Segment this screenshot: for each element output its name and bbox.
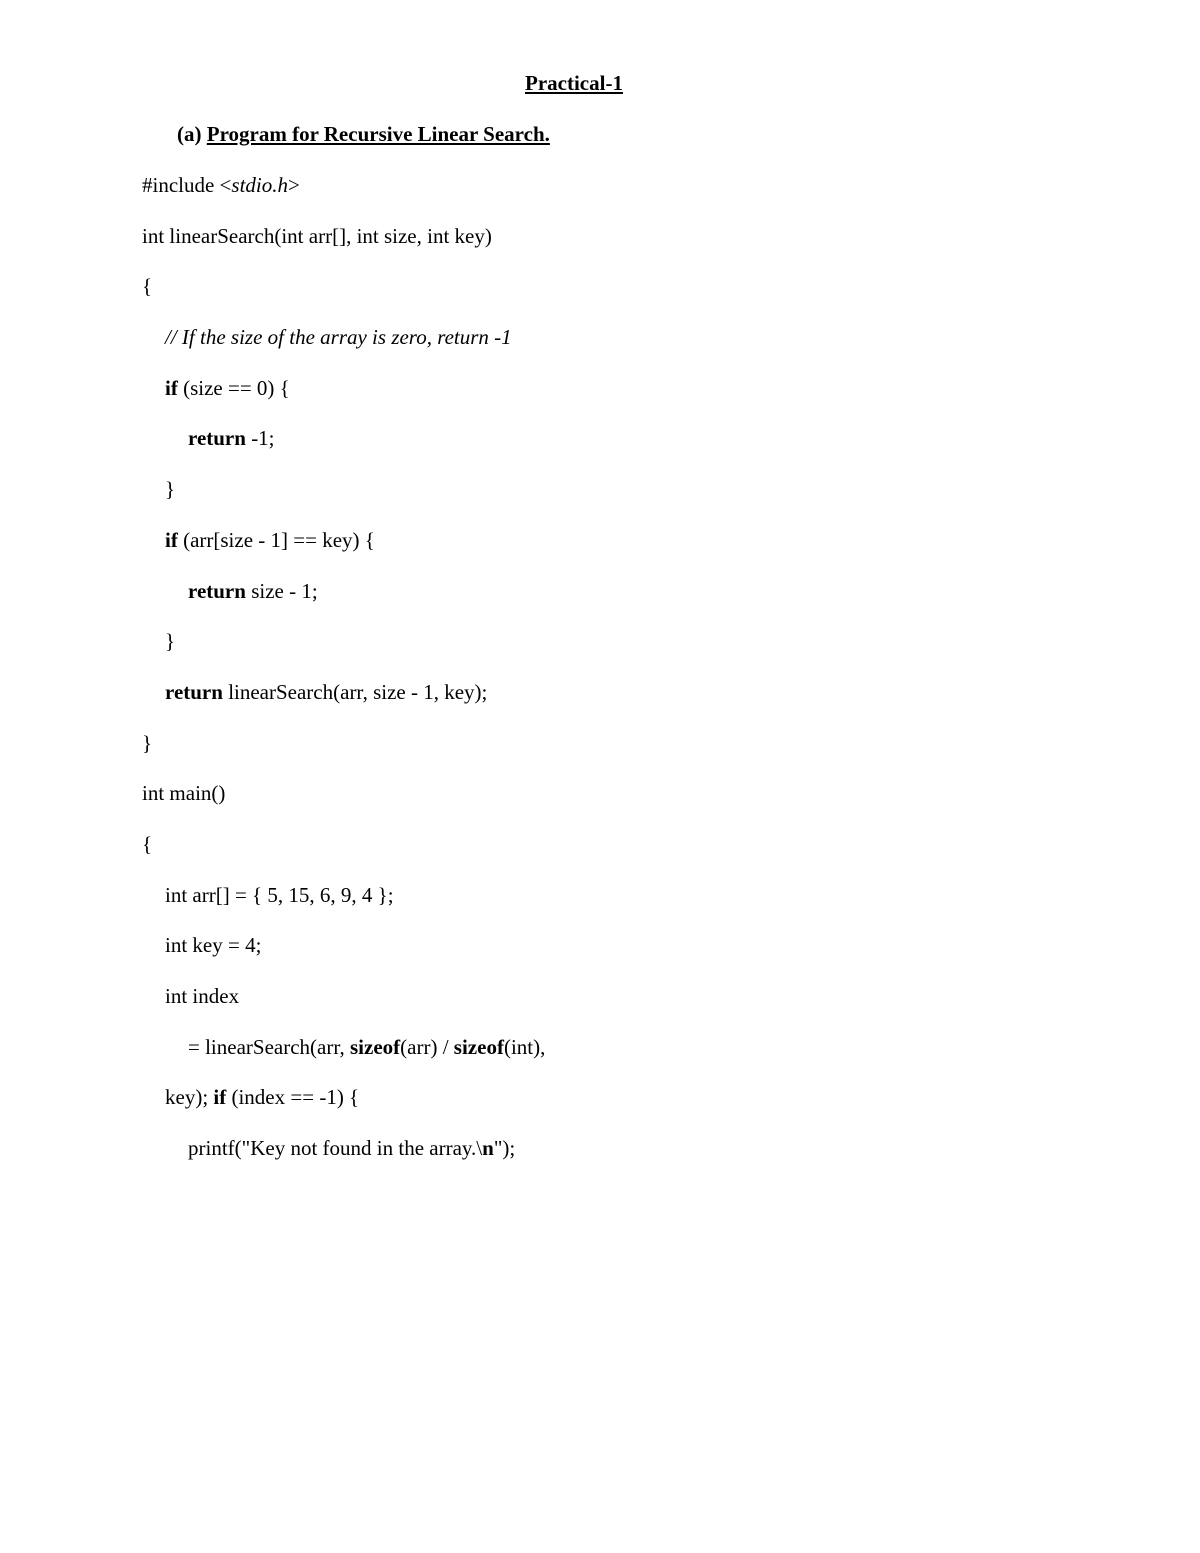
code-keyword: if bbox=[213, 1085, 227, 1110]
code-text: (size == 0) { bbox=[177, 375, 290, 400]
code-line: } bbox=[165, 477, 176, 502]
code-line bbox=[142, 1084, 545, 1135]
code-line bbox=[142, 1034, 545, 1085]
code-text: stdio.h bbox=[231, 173, 288, 197]
code-line: int arr[] = { 5, 15, 6, 9, 4 }; bbox=[165, 882, 394, 907]
code-line bbox=[142, 527, 545, 578]
section-label: (a) bbox=[177, 122, 207, 146]
code-text: (int), bbox=[503, 1034, 546, 1059]
code-keyword: if bbox=[165, 375, 178, 400]
code-text: "); bbox=[493, 1136, 516, 1161]
code-line bbox=[142, 172, 545, 223]
code-line: { bbox=[142, 274, 153, 299]
code-line bbox=[142, 578, 545, 629]
code-line bbox=[142, 375, 545, 426]
section-heading bbox=[177, 122, 550, 147]
code-line: int key = 4; bbox=[165, 933, 262, 958]
code-line bbox=[142, 679, 545, 730]
code-keyword: sizeof bbox=[350, 1034, 401, 1059]
code-text: = linearSearch(arr, bbox=[188, 1034, 350, 1059]
code-line: { bbox=[142, 831, 153, 856]
code-text: #include < bbox=[142, 173, 232, 197]
code-keyword: if bbox=[165, 527, 178, 552]
code-line bbox=[142, 425, 545, 476]
code-block bbox=[142, 172, 545, 1186]
code-line: } bbox=[142, 730, 153, 755]
code-keyword: sizeof bbox=[453, 1034, 504, 1059]
code-text: -1; bbox=[245, 426, 275, 451]
section-title: Program for Recursive Linear Search. bbox=[206, 122, 550, 146]
code-line: int main() bbox=[142, 781, 226, 806]
code-comment: // If the size of the array is zero, return -1 bbox=[165, 325, 512, 350]
code-keyword: n bbox=[482, 1136, 494, 1161]
code-text: size - 1; bbox=[245, 578, 318, 603]
code-text: key); bbox=[165, 1085, 214, 1110]
code-line bbox=[142, 1135, 545, 1186]
code-line: int index bbox=[165, 984, 240, 1008]
page-title: Practical-1 bbox=[525, 71, 623, 95]
code-keyword: return bbox=[165, 679, 223, 704]
code-text: (arr[size - 1] == key) { bbox=[177, 527, 375, 552]
code-keyword: return bbox=[188, 426, 246, 451]
code-text: linearSearch(arr, size - 1, key); bbox=[222, 679, 488, 704]
code-line: int linearSearch(int arr[], int size, int key) bbox=[142, 223, 492, 248]
code-text: (index == -1) { bbox=[226, 1085, 360, 1110]
code-text: printf("Key not found in the array.\ bbox=[188, 1136, 483, 1161]
code-line: } bbox=[165, 629, 176, 654]
code-text: (arr) / bbox=[400, 1034, 454, 1059]
code-text: > bbox=[288, 173, 300, 197]
code-keyword: return bbox=[188, 578, 246, 603]
